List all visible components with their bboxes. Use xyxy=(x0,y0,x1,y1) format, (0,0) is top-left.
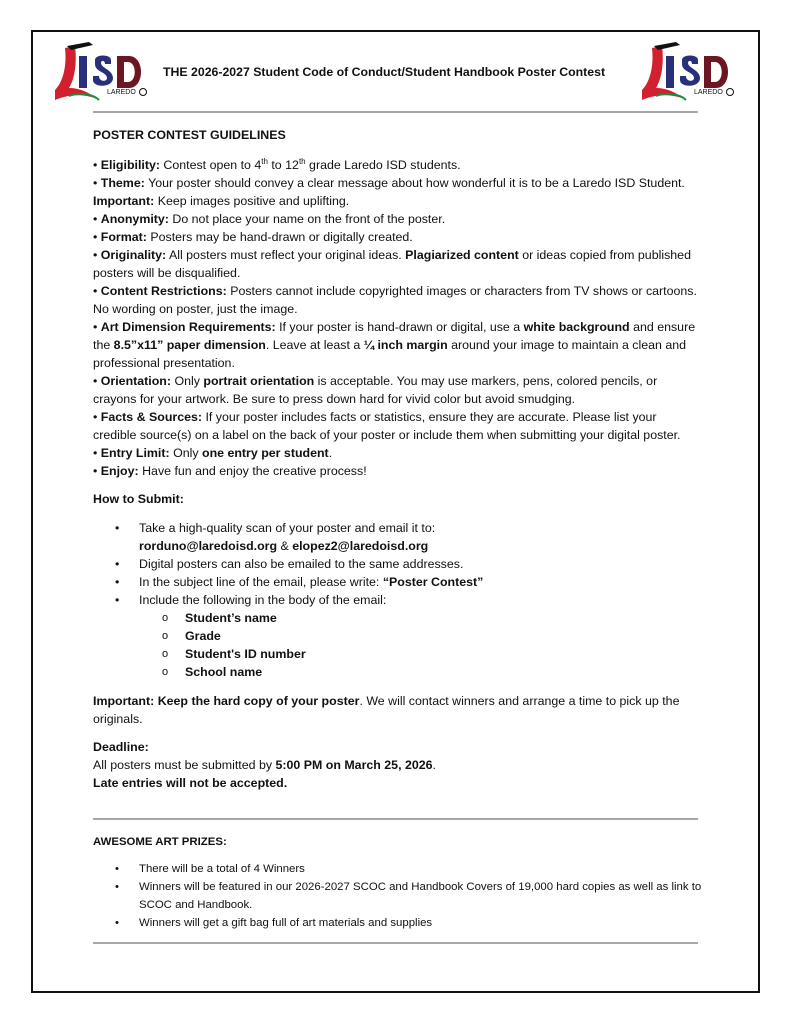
late-entries-note: Late entries will not be accepted. xyxy=(93,776,288,790)
prizes-list xyxy=(115,860,703,932)
prize-item: • Winners will be featured in our 2026-2027 SCOC and Handbook Covers of 19,000 hard copies as well as link to SCOC and Handbook. xyxy=(115,878,703,914)
email-body-item: o Student's ID number xyxy=(162,645,703,663)
lisd-logo-subtext: LAREDO xyxy=(694,89,723,96)
deadline-heading: Deadline: xyxy=(93,740,149,754)
guideline-content-restrictions: • Content Restrictions: Posters cannot include copyrighted images or characters from TV shows or cartoons. No wording on poster, just the image. xyxy=(93,284,697,316)
guideline-theme: • Theme: Your poster should convey a clear message about how wonderful it is to be a Laredo ISD Student. Important: Keep images positive and uplifting. xyxy=(93,176,685,208)
guideline-art-dimension: • Art Dimension Requirements: If your poster is hand-drawn or digital, use a white background and ensure the 8.5”x11” paper dimension. Leave at least a ¼ inch margin around your image to maintain a clean and professional presentation. xyxy=(93,320,696,370)
divider-middle xyxy=(93,818,698,820)
guideline-originality: • Originality: All posters must reflect your original ideas. Plagiarized content or ideas copied from published posters will be disqualified. xyxy=(93,248,691,280)
guideline-facts-sources: • Facts & Sources: If your poster includes facts or statistics, ensure they are accurate. Please list your credible source(s) on a label on the back of your poster or include them when submitting your digital poster. xyxy=(93,410,681,442)
guideline-enjoy: • Enjoy: Have fun and enjoy the creative process! xyxy=(93,464,367,478)
email-link-elopez2[interactable]: elopez2@laredoisd.org xyxy=(292,539,429,553)
submit-item-digital: • Digital posters can also be emailed to the same addresses. xyxy=(115,555,703,573)
email-body-item: o Grade xyxy=(162,627,703,645)
prize-item: • There will be a total of 4 Winners xyxy=(115,860,703,878)
guideline-orientation: • Orientation: Only portrait orientation is acceptable. You may use markers, pens, colored pencils, or crayons for your artwork. Be sure to press down hard for vivid color but avoid smudging. xyxy=(93,374,658,406)
divider-bottom xyxy=(93,942,698,944)
document-body xyxy=(93,126,703,792)
divider-top xyxy=(93,111,698,113)
important-note: Important: Keep the hard copy of your poster. We will contact winners and arrange a time to pick up the originals. xyxy=(93,694,680,726)
deadline-text: All posters must be submitted by 5:00 PM on March 25, 2026. xyxy=(93,758,436,772)
guidelines-list xyxy=(93,156,703,480)
lisd-logo-subtext: LAREDO xyxy=(107,89,136,96)
document-title: THE 2026-2027 Student Code of Conduct/Student Handbook Poster Contest xyxy=(163,65,606,79)
guideline-format: • Format: Posters may be hand-drawn or digitally created. xyxy=(93,230,413,244)
lisd-logo-left xyxy=(49,42,157,102)
email-body-item: o Student’s name xyxy=(162,609,703,627)
submit-list xyxy=(115,519,703,609)
prizes-heading: AWESOME ART PRIZES: xyxy=(93,836,227,848)
prize-item: • Winners will get a gift bag full of art materials and supplies xyxy=(115,914,703,932)
guideline-anonymity: • Anonymity: Do not place your name on the front of the poster. xyxy=(93,212,446,226)
email-body-list xyxy=(162,609,703,681)
submit-heading: How to Submit: xyxy=(93,492,184,506)
submit-item-body: • Include the following in the body of the email: xyxy=(115,591,703,609)
guideline-eligibility: • Eligibility: Contest open to 4th to 12th grade Laredo ISD students. xyxy=(93,156,461,172)
submit-item-scan: • Take a high-quality scan of your poster and email it to: rorduno@laredoisd.org & elopez2@laredoisd.org xyxy=(115,519,703,555)
lisd-logo-right xyxy=(636,42,744,102)
guidelines-heading: POSTER CONTEST GUIDELINES xyxy=(93,128,286,142)
email-link-rorduno[interactable]: rorduno@laredoisd.org xyxy=(139,539,278,553)
guideline-entry-limit: • Entry Limit: Only one entry per student. xyxy=(93,446,333,460)
prizes-section xyxy=(93,833,703,932)
submit-item-subject: • In the subject line of the email, please write: “Poster Contest” xyxy=(115,573,703,591)
email-body-item: o School name xyxy=(162,663,703,681)
